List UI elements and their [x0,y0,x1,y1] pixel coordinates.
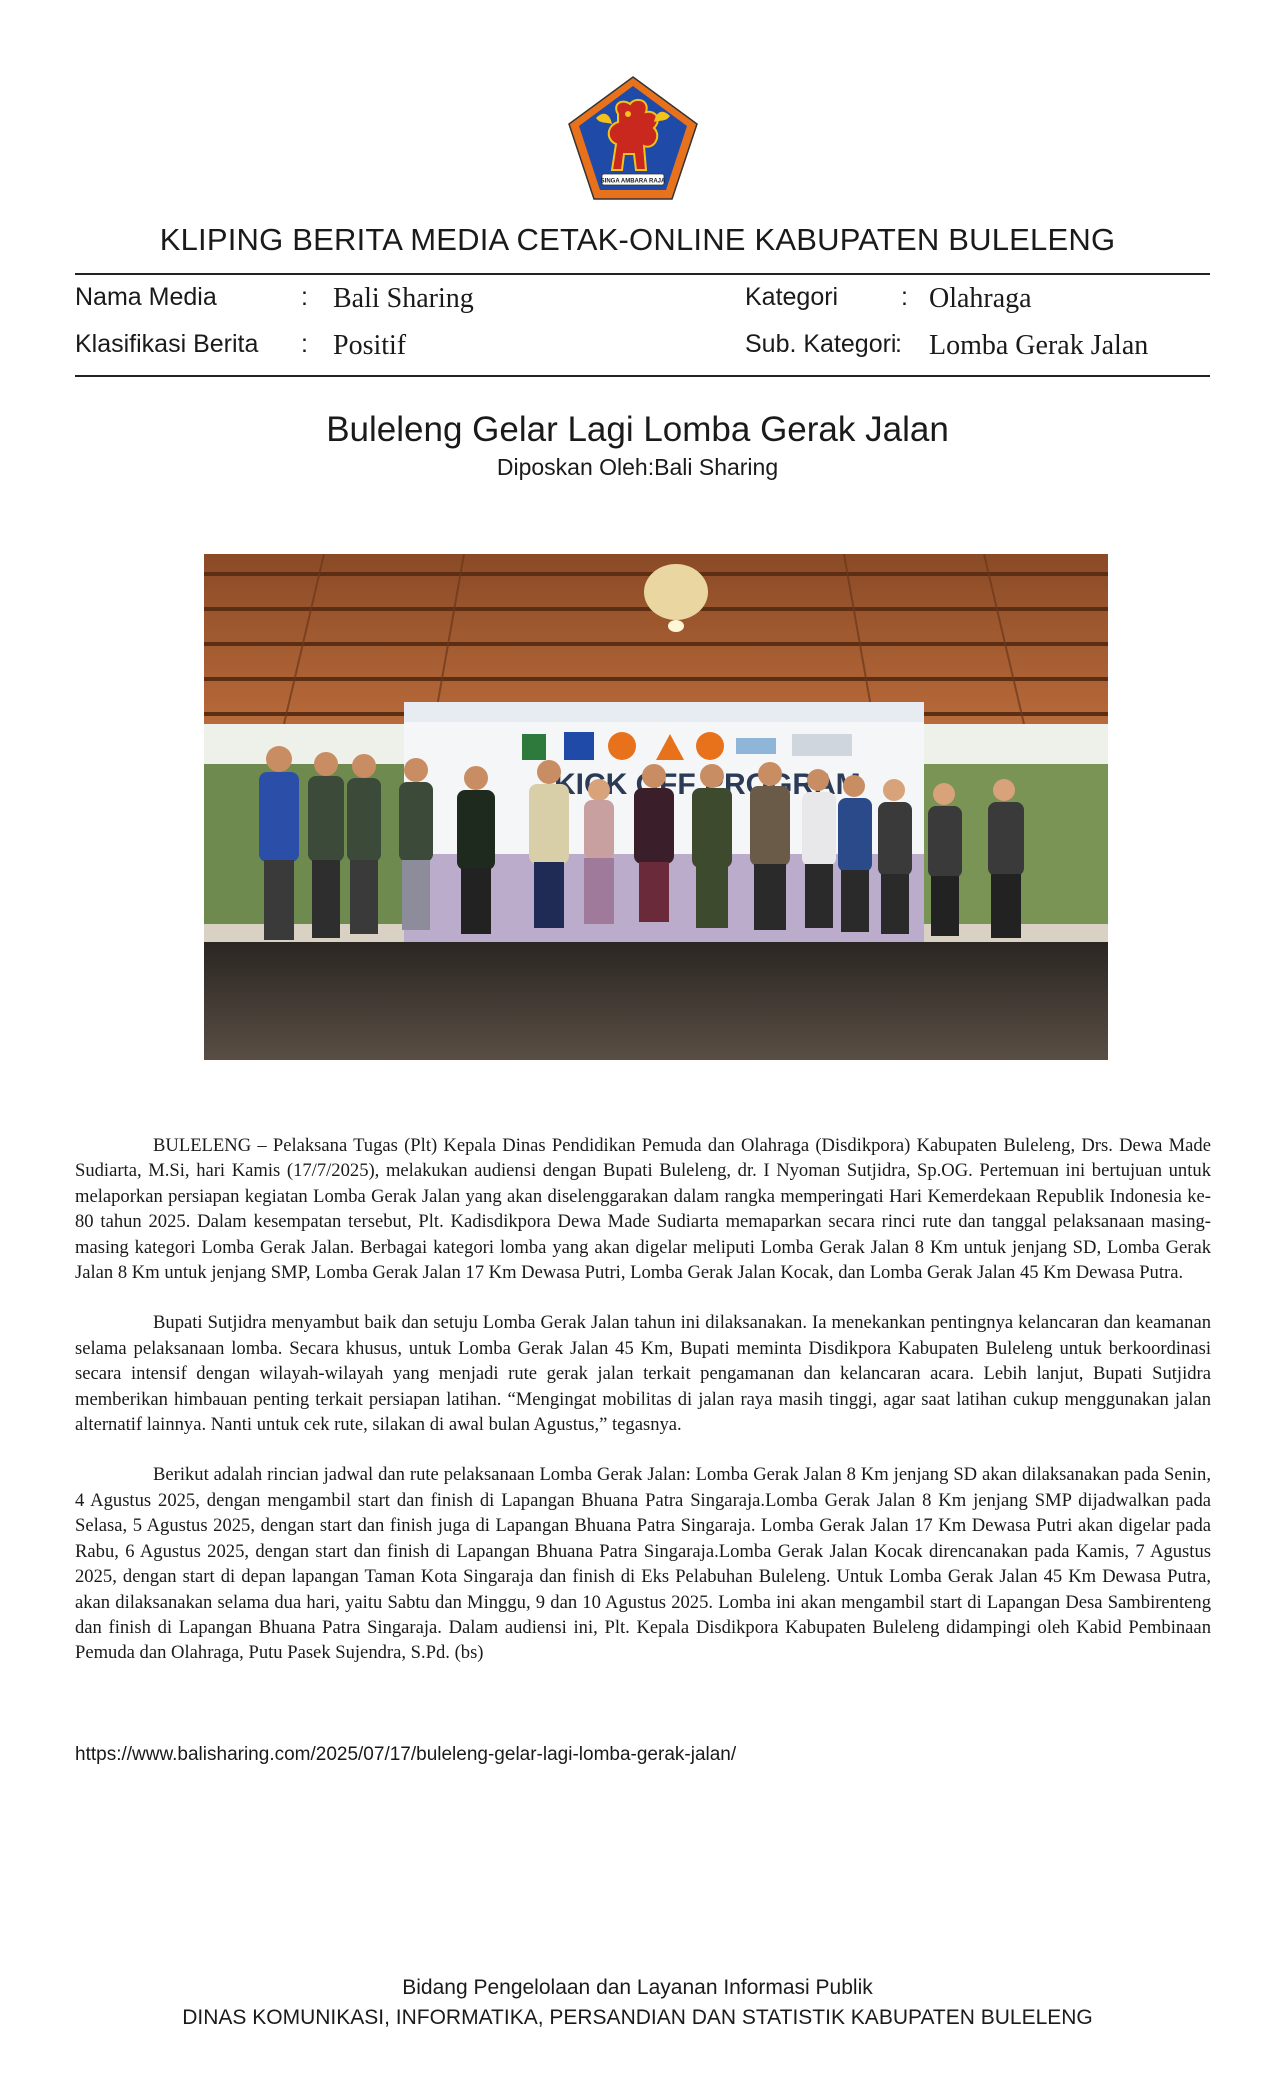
classification-value: Positif [333,330,407,361]
document-header-title: KLIPING BERITA MEDIA CETAK-ONLINE KABUPATEN BULELENG [159,222,1116,257]
footer-department: Bidang Pengelolaan dan Layanan Informasi Publik [402,1976,873,1999]
category-colon: : [901,283,908,311]
person [802,769,836,928]
person [692,764,732,928]
buleleng-crest-logo [566,74,700,202]
media-name-colon: : [301,283,308,311]
person [308,752,344,938]
article-title: Buleleng Gelar Lagi Lomba Gerak Jalan [326,410,949,449]
article-paragraph-3: Berikut adalah rincian jadwal dan rute pelaksanaan Lomba Gerak Jalan: Lomba Gerak Jalan 8 Km jenjang SD akan dilaksanakan pada Senin, 4 Agustus 2025, dengan mengambil start dan finish di Lapangan Bhuana Patra Singaraja.Lomba Gerak Jalan 8 Km jenjang SMP dijadwalkan pada Selasa, 5 Agustus 2025, dengan start dan finish juga di Lapangan Bhuana Patra Singaraja. Lomba Gerak Jalan 17 Km Dewasa Putri akan digelar pada Rabu, 6 Agustus 2025, dengan start dan finish di Lapangan Bhuana Patra Singaraja.Lomba Gerak Jalan Kocak direncanakan pada Kamis, 7 Agustus 2025, dengan start di depan lapangan Taman Kota Singaraja dan finish di Eks Pelabuhan Buleleng. Untuk Lomba Gerak Jalan 45 Km Dewasa Putra, akan dilaksanakan selama dua hari, yaitu Sabtu dan Minggu, 9 dan 10 Agustus 2025. Lomba ini akan mengambil start di Lapangan Desa Sambirenteng dan finish di Lapangan Bhuana Patra Singaraja. Dalam audiensi ini, Plt. Kepala Disdikpora Kabupaten Buleleng didampingi oleh Kabid Pembinaan Pemuda dan Olahraga, Putu Pasek Sujendra, S.Pd. (bs) [75,1464,1211,1664]
person [347,754,381,934]
article-photo [204,554,1108,1060]
person [529,760,569,928]
article-byline: Diposkan Oleh:Bali Sharing [496,454,779,480]
crest-motto: SINGA AMBARA RAJA [600,178,666,185]
article-paragraph-1: BULELENG – Pelaksana Tugas (Plt) Kepala Dinas Pendidikan Pemuda dan Olahraga (Disdikpora) Kabupaten Buleleng, Drs. Dewa Made Sudiarta, M.Si, hari Kamis (17/7/2025), melakukan audiensi dengan Bupati Buleleng, dr. I Nyoman Sutjidra, Sp.OG. Pertemuan ini bertujuan untuk melaporkan persiapan kegiatan Lomba Gerak Jalan yang akan diselenggarakan dalam rangka memperingati Hari Kemerdekaan Republik Indonesia ke-80 tahun 2025. Dalam kesempatan tersebut, Plt. Kadisdikpora Dewa Made Sudiarta memaparkan secara rinci rute dan tanggal pelaksanaan masing-masing kategori Lomba Gerak Jalan. Berbagai kategori lomba yang akan digelar meliputi Lomba Gerak Jalan 8 Km untuk jenjang SD, Lomba Gerak Jalan 8 Km untuk jenjang SMP, Lomba Gerak Jalan 17 Km Dewasa Putri, Lomba Gerak Jalan Kocak, dan Lomba Gerak Jalan 45 Km Dewasa Putra. [75,1135,1211,1284]
header-top-rule [75,273,1210,275]
classification-colon: : [301,330,308,358]
media-name-label: Nama Media [75,283,217,311]
article-paragraph-2: Bupati Sutjidra menyambut baik dan setuju Lomba Gerak Jalan tahun ini dilaksanakan. Ia menekankan pentingnya kelancaran dan keamanan selama pelaksanaan lomba. Secara khusus, untuk Lomba Gerak Jalan 45 Km, Bupati meminta Disdikpora Kabupaten Buleleng untuk berkoordinasi secara intensif dengan wilayah-wilayah yang menjadi rute gerak jalan terkait pengamanan dan kelancaran acara. Lebih lanjut, Bupati Sutjidra memberikan himbauan penting terkait persiapan latihan. “Mengingat mobilitas di jalan raya masih tinggi, agar saat latihan cukup menggunakan jalan alternatif lainnya. Nanti untuk cek rute, silakan di awal bulan Agustus,” tegasnya. [75,1312,1211,1436]
article-body [75,1133,1211,1691]
person [399,758,433,930]
photo-banner-text: OFF PROGRAM [635,768,861,801]
subcategory-label: Sub. Kategori [745,330,897,358]
person [457,766,495,934]
person [838,775,872,932]
footer-agency: DINAS KOMUNIKASI, INFORMATIKA, PERSANDIAN DAN STATISTIK KABUPATEN BULELENG [182,2006,1093,2029]
person [988,779,1024,938]
media-name-value: Bali Sharing [333,283,474,314]
subcategory-value: Lomba Gerak Jalan [929,330,1149,361]
person [259,746,299,940]
classification-label: Klasifikasi Berita [75,330,259,358]
source-url-link[interactable]: https://www.balisharing.com/2025/07/17/buleleng-gelar-lagi-lomba-gerak-jalan/ [75,1744,737,1765]
person [750,762,790,930]
category-value: Olahraga [929,283,1032,314]
category-label: Kategori [745,283,839,311]
subcategory-colon: : [895,330,902,358]
header-bottom-rule [75,375,1210,377]
